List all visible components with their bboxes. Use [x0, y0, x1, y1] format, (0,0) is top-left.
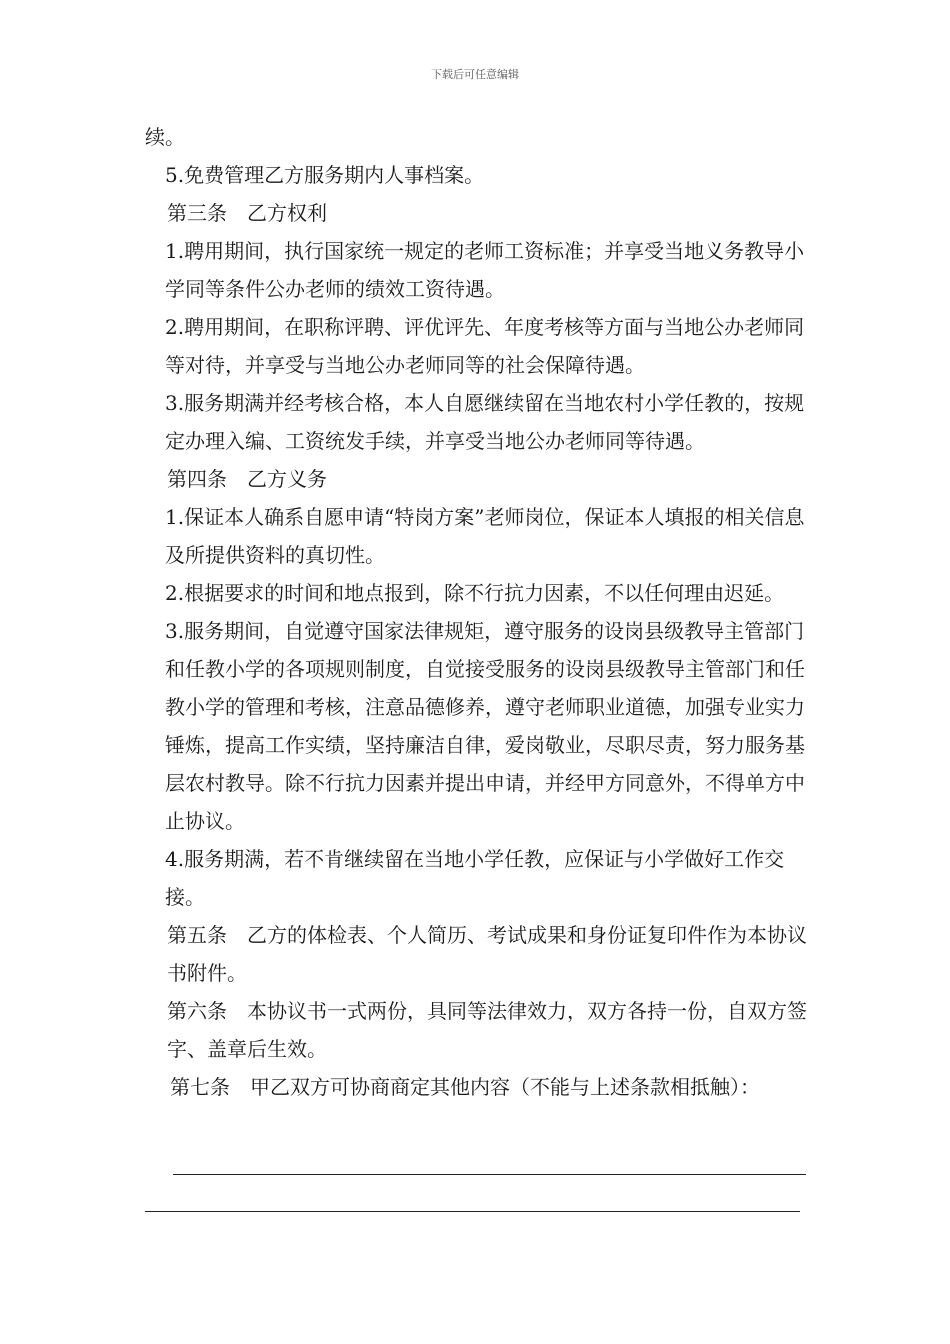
article-paragraph: 第五条 乙方的体检表、个人简历、考试成果和身份证复印件作为本协议书附件。 — [167, 923, 807, 985]
paragraph: 3.服务期满并经考核合格，本人自愿继续留在当地农村小学任教的，按规定办理入编、工资统发手续，并享受当地公办老师同等待遇。 — [165, 391, 805, 453]
page-header: 下载后可任意编辑 — [431, 68, 519, 81]
article-heading: 第三条 乙方权利 — [167, 201, 327, 225]
paragraph: 4.服务期满，若不肯继续留在当地小学任教，应保证与小学做好工作交接。 — [165, 847, 785, 909]
document-body — [145, 118, 815, 1106]
article-heading: 第四条 乙方义务 — [167, 467, 327, 491]
paragraph: 续。 — [145, 125, 185, 149]
paragraph: 2.聘用期间，在职称评聘、评优评先、年度考核等方面与当地公办老师同等对待，并享受与当地公办老师同等的社会保障待遇。 — [165, 315, 805, 377]
paragraph: 3.服务期间，自觉遵守国家法律规矩，遵守服务的设岗县级教导主管部门和任教小学的各项规则制度，自觉接受服务的设岗县级教导主管部门和任教小学的管理和考核，注意品德修养，遵守老师职业道德，加强专业实力锤炼，提高工作实绩，坚持廉洁自律，爱岗敬业，尽职尽责，努力服务基层农村教导。除不行抗力因素并提出申请，并经甲方同意外，不得单方中止协议。 — [165, 619, 805, 833]
blank-fill-line — [173, 1174, 806, 1175]
paragraph: 1.聘用期间，执行国家统一规定的老师工资标准；并享受当地义务教导小学同等条件公办老师的绩效工资待遇。 — [165, 239, 805, 301]
paragraph: 1.保证本人确系自愿申请“特岗方案”老师岗位，保证本人填报的相关信息及所提供资料的真切性。 — [165, 505, 805, 567]
paragraph: 5.免费管理乙方服务期内人事档案。 — [165, 163, 485, 187]
article-paragraph: 第七条 甲乙双方可协商商定其他内容（不能与上述条款相抵触）： — [170, 1075, 760, 1099]
blank-fill-line — [145, 1211, 800, 1212]
article-paragraph: 第六条 本协议书一式两份，具同等法律效力，双方各持一份，自双方签字、盖章后生效。 — [167, 999, 807, 1061]
paragraph: 2.根据要求的时间和地点报到，除不行抗力因素，不以任何理由迟延。 — [165, 581, 785, 605]
